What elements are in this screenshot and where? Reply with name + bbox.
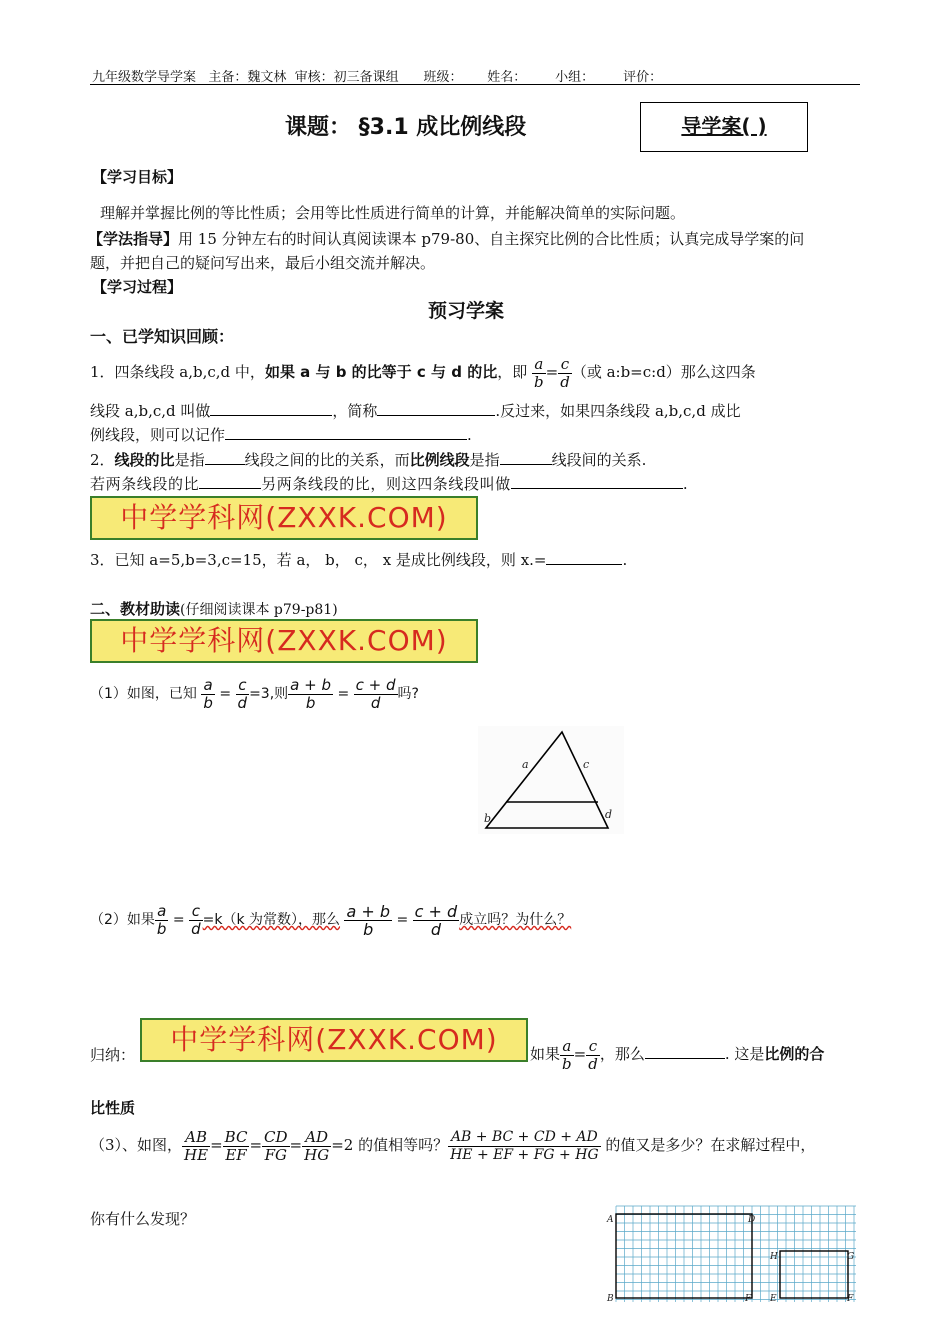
reading-note: (仔细阅读课本 p79-p81) (180, 602, 338, 618)
frac-num: a + b (346, 901, 391, 921)
grid-label-a: A (607, 1215, 614, 1225)
q2-bold-2: 比例线段 (409, 451, 470, 469)
fraction-ad-hg (302, 1129, 331, 1164)
figure-background (478, 726, 624, 834)
q2-bold-1: 线段的比 (114, 451, 175, 469)
frac-den: d (430, 919, 442, 939)
method-line2: 题，并把自己的疑问写出来，最后小组交流并解决。 (90, 254, 436, 272)
item-2-line: （2）如果 $\frac{a}{b}$ = $\frac{c}{d}$ =k（k 为常数），那么 $\frac{a + b}{b}$ = $\frac{c + d}{d}$ 成立吗？为什么？ (90, 901, 572, 939)
q1-bold: 如果 a 与 b 的比等于 c 与 d 的比 (264, 363, 498, 381)
blank-field[interactable] (546, 550, 622, 565)
review-q2-line2: 若两条线段的比 另两条线段的比，则这四条线段叫做 . (90, 475, 689, 493)
item-1-text-c: 吗? (397, 686, 419, 702)
frac-den: b (363, 919, 374, 939)
blank-field[interactable] (500, 450, 552, 465)
frac-den: b (156, 919, 167, 938)
fraction-c-over-d (236, 677, 250, 712)
q1-line3: 例线段，则可以记作 (90, 426, 226, 444)
method-heading: 【学法指导】 (88, 230, 179, 248)
frac-num: c (189, 903, 203, 921)
q1-line2-a: 线段 a,b,c,d 叫做 (90, 402, 211, 420)
q1-line2-c: .反过来，如果四条线段 a,b,c,d 成比 (495, 402, 741, 420)
frac-num: a (201, 677, 215, 695)
grid-label-f1: F (745, 1294, 752, 1304)
blank-field[interactable] (377, 401, 495, 416)
q2-text-d: 是指 (469, 451, 500, 469)
summary-line: 如果 $\frac{a}{b}$ = $\frac{c}{d}$ ，那么 . 这是比例的合 (530, 1036, 825, 1073)
frac-den: d (191, 919, 201, 938)
fraction-a-over-b (201, 677, 215, 712)
frac-den: d (237, 693, 248, 712)
q2-text-a: 2． (90, 451, 115, 469)
review-q1-line1: 1．四条线段 a,b,c,d 中，如果 a 与 b 的比等于 c 与 d 的比，即 $\frac{a}{b}$ = $\frac{c}{d}$ （或 a:b=c:d）那么这四条 (90, 354, 756, 391)
fraction-c-over-d (558, 356, 572, 391)
triangle-figure (478, 726, 624, 834)
frac-den: FG (264, 1145, 287, 1164)
review-q3: 3．已知 a=5,b=3,c=15，若 a， b， c， x 是成比例线段，则 x.= . (90, 551, 628, 569)
fraction-a-over-b (532, 356, 546, 391)
summary-text-c: ，那么 (599, 1045, 645, 1063)
item-3-text-a: （3）、如图， (90, 1136, 183, 1154)
q2-text-e: 线段间的关系. (551, 451, 647, 469)
frac-den: HE (184, 1145, 209, 1164)
grid-label-b: B (607, 1294, 614, 1304)
item-3-text-c: 的值又是多少？在求解过程中， (605, 1136, 816, 1154)
q2-text-b: 是指 (174, 451, 205, 469)
blank-field[interactable] (645, 1044, 725, 1059)
fraction-ab-over-b (288, 677, 333, 712)
frac-num: AB + BC + CD + AD (448, 1129, 601, 1147)
q3-text: 3．已知 a=5,b=3,c=15，若 a， b， c， x 是成比例线段，则 x.= (90, 551, 547, 569)
frac-den: d (588, 1054, 598, 1073)
frac-num: BC (224, 1127, 248, 1146)
grid-label-g: G (847, 1252, 855, 1262)
frac-den: d (370, 693, 381, 712)
fraction-bc-ef (223, 1129, 250, 1164)
frac-den: HE + EF + FG + HG (450, 1146, 599, 1163)
title-box-label: 导学案( ) (681, 114, 767, 138)
fraction-cd-fg (262, 1129, 290, 1164)
fraction-a-over-b (560, 1038, 574, 1073)
q1-text-b: ，即 (497, 363, 528, 381)
frac-num: CD (264, 1127, 288, 1146)
frac-num: c (586, 1038, 600, 1056)
method-text-1: 用 15 分钟左右的时间认真阅读课本 p79-80、自主探究比例的合比性质；认真完成导学案的问 (178, 230, 805, 248)
reading-heading: 二、教材助读 (90, 600, 181, 618)
item-1-text-b: =3,则 (249, 686, 289, 702)
frac-den: b (534, 372, 544, 391)
fraction-cd-over-d (354, 677, 398, 712)
watermark-banner: 中学学科网(ZXXK.COM) (140, 1018, 528, 1062)
page-title: 课题： §3.1 成比例线段 (285, 115, 527, 140)
review-q2-line1 (90, 449, 646, 470)
triangle-label-c: c (583, 758, 590, 771)
blank-field[interactable] (205, 450, 245, 465)
frac-num: c + d (414, 901, 458, 921)
frac-num: AB (182, 1129, 210, 1147)
fraction-ab-over-b (344, 903, 392, 938)
frac-num: c (558, 356, 572, 374)
fraction-c-over-d (586, 1038, 600, 1073)
review-q1-line2 (90, 400, 741, 421)
item-2-text-b: =k（k 为常数），那么 (202, 912, 341, 928)
review-heading: 一、已学知识回顾： (90, 327, 235, 346)
fraction-c-over-d (189, 903, 203, 938)
frac-num: a (532, 356, 546, 374)
item-3-line: （3）、如图， $\frac{AB}{HE}$ = $\frac{BC}{EF}$ = $\frac{CD}{FG}$ = $\frac{AD}{HG}$ =2 的值相等吗？ $\frac{AB + BC + CD + AD}{HE + EF + FG + HG}$ 的值又是多少？在求解过程中， (90, 1127, 816, 1164)
grid-label-f2: F (847, 1294, 854, 1304)
item-2-text-c: 成立吗？为什么？ (459, 912, 572, 928)
triangle-label-d: d (605, 808, 613, 821)
frac-den: d (560, 372, 570, 391)
page-header: 九年级数学导学案 主备：魏文林 审核：初三备课组 班级： 姓名： 小组： 评价： (92, 70, 663, 85)
objectives-heading: 【学习目标】 (92, 168, 183, 186)
q1-text-a: 1．四条线段 a,b,c,d 中， (90, 363, 265, 381)
header-divider (90, 84, 860, 85)
process-subtitle: 预习学案 (428, 300, 505, 322)
objectives-text: 理解并掌握比例的等比性质；会用等比性质进行简单的计算，并能解决简单的实际问题。 (100, 204, 686, 222)
fraction-ab-he (182, 1129, 210, 1164)
fraction-cd-over-d (413, 903, 460, 938)
grid-figure (604, 1202, 860, 1304)
frac-num: AD (302, 1129, 331, 1147)
review-q1-line3: 例线段，则可以记作 . (90, 426, 472, 444)
blank-field[interactable] (199, 474, 261, 489)
watermark-banner: 中学学科网(ZXXK.COM) (90, 619, 478, 663)
grid-lines (616, 1206, 856, 1302)
q2-line2-b: 另两条线段的比，则这四条线段叫做 (261, 475, 511, 493)
title-box (640, 102, 808, 152)
triangle-label-a: a (522, 758, 529, 771)
frac-num: a (155, 903, 169, 921)
method-line1 (88, 228, 804, 249)
summary-line2: 比性质 (90, 1099, 136, 1117)
blank-field[interactable] (210, 401, 332, 416)
frac-den: b (305, 693, 316, 712)
triangle-label-b: b (484, 812, 492, 825)
item-2-text-a: （2）如果 (90, 912, 155, 928)
process-heading: 【学习过程】 (92, 278, 183, 296)
summary-label: 归纳： (90, 1046, 136, 1064)
grid-label-d: D (748, 1215, 756, 1225)
item-1-text-a: （1）如图，已知 (90, 686, 197, 702)
q1-line2-b: ，简称 (332, 402, 378, 420)
frac-num: a (560, 1038, 574, 1056)
q1-text-c: （或 a:b=c:d）那么这四条 (571, 363, 756, 381)
item-3-text-b: =2 的值相等吗？ (331, 1136, 449, 1154)
frac-den: HG (304, 1145, 330, 1164)
q2-line2-a: 若两条线段的比 (90, 475, 200, 493)
blank-field[interactable] (511, 474, 683, 489)
frac-den: EF (225, 1145, 247, 1164)
fraction-sum (448, 1129, 601, 1164)
item-3-line2: 你有什么发现？ (90, 1210, 196, 1228)
frac-num: a + b (290, 675, 331, 694)
summary-text-d: . 这是 (724, 1045, 765, 1063)
q2-text-c: 线段之间的比的关系，而 (244, 451, 410, 469)
fraction-a-over-b (155, 903, 169, 938)
grid-label-h: H (770, 1252, 778, 1262)
frac-num: c (236, 677, 250, 695)
reading-heading-line (90, 598, 338, 619)
blank-field[interactable] (225, 425, 467, 440)
item-1-line: （1）如图，已知 $\frac{a}{b}$ = $\frac{c}{d}$ =3,则 $\frac{a + b}{b}$ = $\frac{c + d}{d}$ 吗? (90, 675, 419, 712)
watermark-banner: 中学学科网(ZXXK.COM) (90, 496, 478, 540)
summary-bold: 比例的合 (764, 1045, 825, 1063)
frac-den: b (203, 693, 213, 712)
frac-den: b (562, 1054, 572, 1073)
summary-text-b: 如果 (530, 1045, 561, 1063)
grid-label-e: E (770, 1294, 777, 1304)
frac-num: c + d (355, 675, 396, 694)
